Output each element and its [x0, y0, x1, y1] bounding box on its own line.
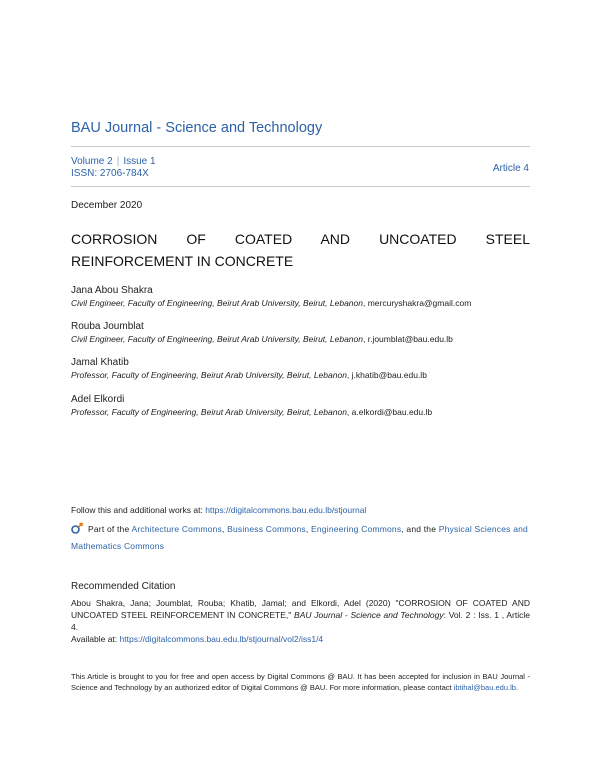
- author-email: a.elkordi@bau.edu.lb: [351, 407, 433, 417]
- author-email: r.joumblat@bau.edu.lb: [367, 334, 453, 344]
- follow-url-link[interactable]: https://digitalcommons.bau.edu.lb/stjournal: [205, 505, 367, 515]
- publication-date: December 2020: [71, 200, 143, 211]
- author-block: [71, 284, 541, 310]
- journal-meta: [71, 156, 156, 180]
- separator: ,: [221, 524, 228, 534]
- access-text: This Article is brought to you for free and open access by Digital Commons @ BAU. It has been accepted for inclusion in BAU Journal - Science and Technology by an authorized editor of Digital Commons @ BAU. For more information, please contact: [71, 672, 530, 692]
- business-commons-link[interactable]: Business Commons: [227, 524, 306, 534]
- author-name: Adel Elkordi: [71, 394, 125, 405]
- divider-top: [71, 146, 530, 147]
- affiliation-text: Civil Engineer, Faculty of Engineering, Beirut Arab University, Beirut, Lebanon: [71, 334, 363, 344]
- citation-volume: : Vol. 2 : Iss. 1 , Article 4.: [71, 610, 530, 632]
- author-block: [71, 356, 541, 382]
- author-name: Jamal Khatib: [71, 357, 129, 368]
- access-statement: [71, 671, 530, 693]
- article-number-link[interactable]: Article 4: [492, 163, 529, 174]
- architecture-commons-link[interactable]: Architecture Commons: [131, 524, 222, 534]
- follow-line: [71, 505, 366, 515]
- journal-title-link[interactable]: BAU Journal - Science and Technology: [71, 120, 323, 136]
- author-affiliation: Professor, Faculty of Engineering, Beirut Arab University, Beirut, Lebanon, j.khatib@bau.edu.lb: [71, 370, 427, 380]
- citation-text: Abou Shakra, Jana; Joumblat, Rouba; Khatib, Jamal; and Elkordi, Adel (2020) "CORROSION OF COATED AND UNCOATED STEEL REINFORCEMENT IN CONCRETE,": [71, 598, 530, 620]
- affiliation-text: Civil Engineer, Faculty of Engineering, Beirut Arab University, Beirut, Lebanon: [71, 298, 363, 308]
- author-block: [71, 320, 541, 346]
- engineering-commons-link[interactable]: Engineering Commons: [311, 524, 402, 534]
- author-block: [71, 393, 541, 419]
- part-of-commons: [71, 521, 531, 555]
- meta-separator: |: [116, 156, 120, 167]
- access-end: .: [515, 683, 519, 692]
- separator: ,: [305, 524, 312, 534]
- article-title-line-1: CORROSION OF COATED AND UNCOATED STEEL: [71, 231, 530, 247]
- recommended-citation-text: [71, 597, 530, 645]
- recommended-citation-heading: Recommended Citation: [71, 581, 176, 592]
- contact-email-link[interactable]: ibtihal@bau.edu.lb: [453, 683, 516, 692]
- available-label: Available at:: [71, 634, 120, 644]
- issn: ISSN: 2706-784X: [71, 168, 149, 179]
- author-email: mercuryshakra@gmail.com: [367, 298, 472, 308]
- citation-journal: BAU Journal - Science and Technology: [294, 610, 444, 620]
- divider-bottom: [71, 186, 530, 187]
- physical-sciences-commons-link[interactable]: Physical Sciences and Mathematics Commons: [71, 524, 528, 551]
- author-affiliation: Civil Engineer, Faculty of Engineering, Beirut Arab University, Beirut, Lebanon, mercuryshakra@gmail.com: [71, 298, 472, 308]
- article-title-line-2: REINFORCEMENT IN CONCRETE: [71, 253, 294, 269]
- author-name: Rouba Joumblat: [71, 321, 144, 332]
- citation-url-link[interactable]: https://digitalcommons.bau.edu.lb/stjournal/vol2/iss1/4: [119, 634, 324, 644]
- follow-text: Follow this and additional works at:: [71, 505, 206, 515]
- author-email: j.khatib@bau.edu.lb: [351, 370, 427, 380]
- affiliation-text: Professor, Faculty of Engineering, Beirut Arab University, Beirut, Lebanon: [71, 407, 347, 417]
- open-access-icon: [71, 522, 84, 534]
- issue-link[interactable]: Issue 1: [123, 156, 156, 167]
- article-title[interactable]: [71, 228, 530, 272]
- part-of-prefix: Part of the: [88, 524, 132, 534]
- affiliation-text: Professor, Faculty of Engineering, Beirut Arab University, Beirut, Lebanon: [71, 370, 347, 380]
- author-name: Jana Abou Shakra: [71, 285, 153, 296]
- author-affiliation: Civil Engineer, Faculty of Engineering, Beirut Arab University, Beirut, Lebanon, r.joumblat@bau.edu.lb: [71, 334, 453, 344]
- volume-link[interactable]: Volume 2: [71, 156, 113, 167]
- separator: , and the: [401, 524, 439, 534]
- author-affiliation: Professor, Faculty of Engineering, Beirut Arab University, Beirut, Lebanon, a.elkordi@bau.edu.lb: [71, 407, 433, 417]
